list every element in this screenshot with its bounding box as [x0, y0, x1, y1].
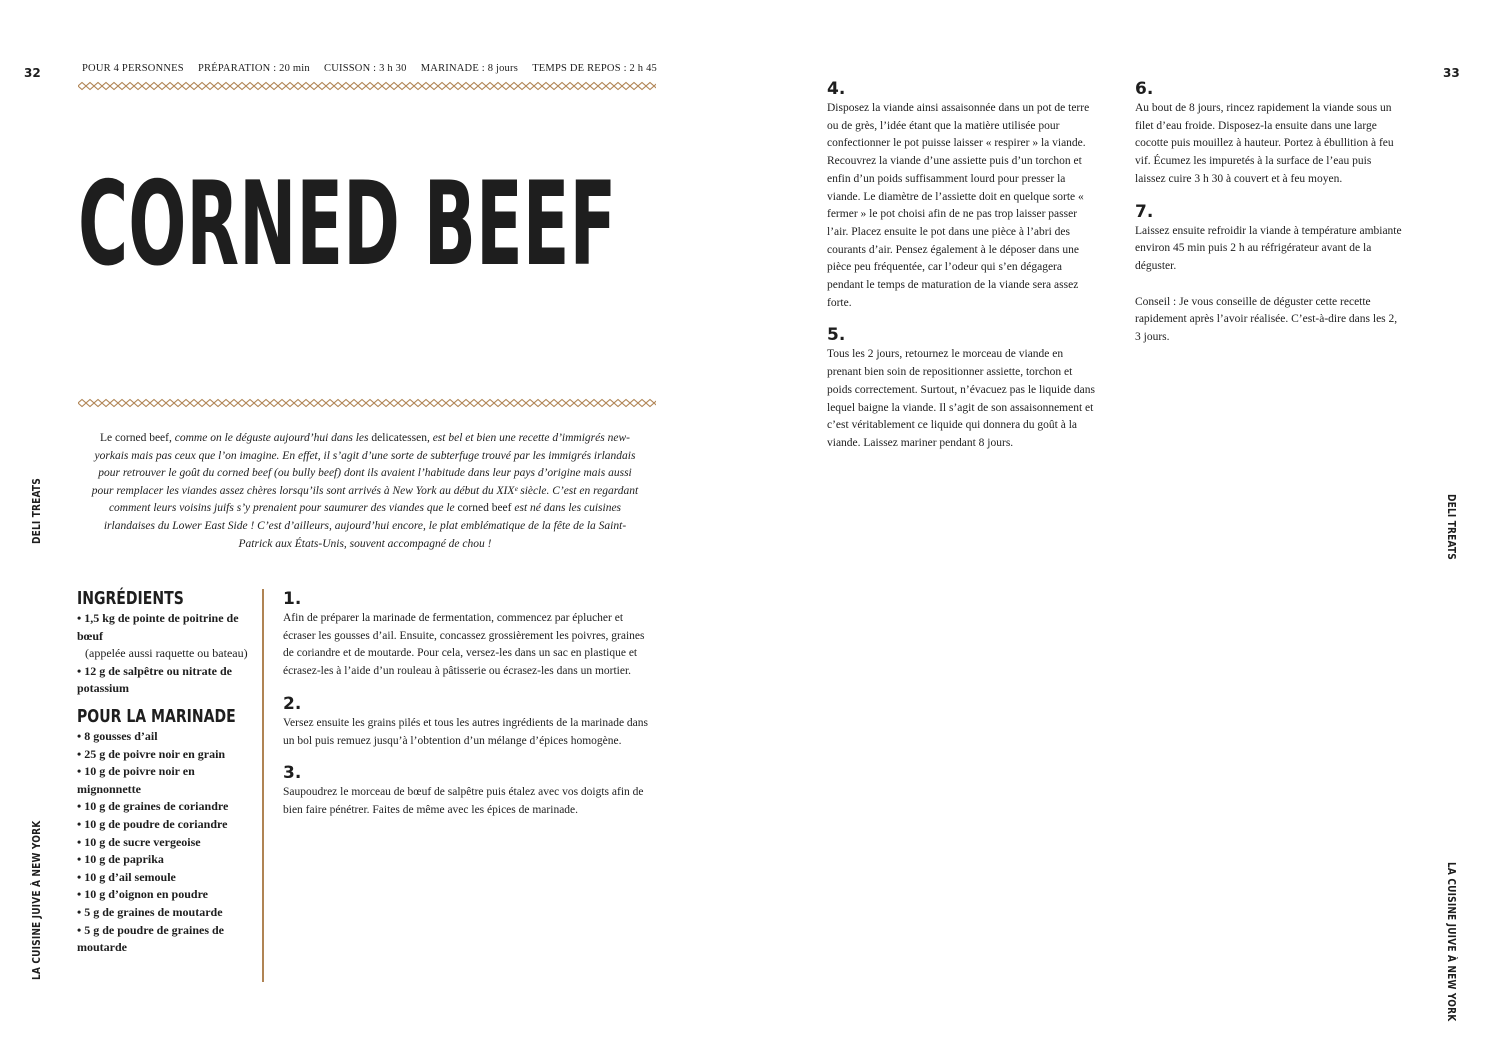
- list-item-note: (appelée aussi raquette ou bateau): [85, 646, 248, 661]
- meta-cook: CUISSON : 3 h 30: [324, 63, 407, 74]
- step: [827, 324, 1095, 452]
- steps-column-right-2: [1135, 78, 1403, 347]
- side-label-deli-treats-left: DELI TREATS: [30, 478, 43, 544]
- list-item: • 10 g de graines de coriandre: [77, 799, 229, 814]
- intro-segment: Le corned beef: [100, 432, 169, 444]
- meta-servings: POUR 4 PERSONNES: [82, 63, 184, 74]
- list-item: • 10 g d’oignon en poudre: [77, 887, 209, 902]
- step: [1135, 201, 1403, 276]
- list-item: • 10 g de paprika: [77, 852, 164, 867]
- step-number: 4.: [827, 79, 846, 99]
- zigzag-divider-icon: [78, 398, 656, 408]
- ingredients-section: [77, 588, 252, 965]
- step-number: 6.: [1135, 79, 1154, 99]
- step-number: 1.: [283, 589, 302, 609]
- list-item: • 10 g de poivre noir en mignonnette: [77, 764, 195, 796]
- step-number: 7.: [1135, 201, 1154, 222]
- intro-paragraph: [90, 430, 640, 553]
- side-label-book-title-left: LA CUISINE JUIVE À NEW YORK: [30, 820, 43, 980]
- ingredients-list: [77, 610, 252, 698]
- step-text: Tous les 2 jours, retournez le morceau de viande en prenant bien soin de repositionner assiette, torchon et poids correctement. Surtout, n’évacuez pas le liquide dans lequel baigne la viande. Il s’agit de son assaisonnement et c’est véritablement ce liquide qui donnera du goût à la viande. Laissez mariner pendant 8 jours.: [827, 348, 1095, 449]
- step-text: Afin de préparer la marinade de fermentation, commencez par éplucher et écraser les gousses d’ail. Ensuite, concassez grossièrement les poivres, graines de coriandre et de moutarde. Pour cela, versez-les dans un sac en plastique et écrasez-les à l’aide d’un rouleau à pâtisserie ou écrasez-les dans un mortier.: [283, 612, 645, 678]
- step-text: Disposez la viande ainsi assaisonnée dans un pot de terre ou de grès, l’idée étant que la matière utilisée pour confectionner le pot puisse laisser « respirer » la viande. Recouvrez la viande d’une assiette puis d’un torchon et enfin d’un poids suffisamment lourd pour presser la viande. Le diamètre de l’assiette doit en quelque sorte « fermer » le pot choisi afin de ne pas trop laisser passer l’air. Placez ensuite le pot dans une pièce à l’abri des courants d’air. Pensez également à le déposer dans une pièce peu fréquentée, car l’odeur qui s’en dégagera pendant le temps de maturation de la viande sera assez forte.: [827, 102, 1090, 309]
- intro-segment: , comme on le déguste aujourd’hui dans les: [169, 432, 372, 444]
- side-label-book-title-right: LA CUISINE JUIVE À NEW YORK: [1445, 862, 1458, 1022]
- ingredients-heading: INGRÉDIENTS: [77, 588, 184, 609]
- intro-segment: , est bel et bien une recette d’immigrés new-yorkais mais pas ceux que l’on imagine. En effet, il s’agit d’une sorte de subterfuge trouvé par les immigrés irlandais pour retrouver le goût du corned beef (ou bully beef) dont ils avaient l’habitude dans leur pays d’origine mais aussi pour remplacer les viandes assez chères lorsqu’ils sont arrivés à New York au début du XIXᵉ siècle. C’est en regardant comment leurs voisins juifs s’y prenaient pour saumurer des viandes que le: [91, 432, 639, 515]
- step-number: 2.: [283, 693, 302, 714]
- meta-rest: TEMPS DE REPOS : 2 h 45: [532, 63, 657, 74]
- steps-column-right-1: [827, 78, 1095, 465]
- marinade-list: [77, 728, 252, 957]
- recipe-meta: [82, 63, 657, 74]
- step: [283, 693, 655, 750]
- step-number: 5.: [827, 325, 846, 346]
- intro-segment: delicatessen: [371, 432, 427, 444]
- page-number-left: 32: [24, 66, 41, 80]
- step: [1135, 78, 1403, 189]
- page-number-right: 33: [1443, 66, 1460, 80]
- marinade-heading: POUR LA MARINADE: [77, 705, 236, 727]
- list-item: • 8 gousses d’ail: [77, 728, 158, 743]
- meta-marinade: MARINADE : 8 jours: [420, 63, 518, 74]
- meta-prep: PRÉPARATION : 20 min: [198, 63, 310, 74]
- page-title: CORNED BEEF: [78, 157, 617, 292]
- list-item: • 5 g de poudre de graines de moutarde: [77, 922, 224, 955]
- list-item: • 5 g de graines de moutarde: [77, 904, 223, 919]
- step: [283, 588, 655, 681]
- column-divider: [262, 589, 264, 982]
- step-text: Saupoudrez le morceau de bœuf de salpêtre puis étalez avec vos doigts afin de bien faire pénétrer. Faites de même avec les épices de marinade.: [283, 786, 644, 816]
- step-text: Laissez ensuite refroidir la viande à température ambiante environ 45 min puis 2 h au réfrigérateur avant de la déguster.: [1135, 224, 1402, 272]
- side-label-deli-treats-right: DELI TREATS: [1445, 494, 1458, 560]
- list-item: • 25 g de poivre noir en grain: [77, 746, 226, 761]
- steps-column-left: [283, 588, 655, 832]
- list-item: • 10 g d’ail semoule: [77, 869, 176, 884]
- step-text: Versez ensuite les grains pilés et tous les autres ingrédients de la marinade dans un bol puis remuez jusqu’à l’obtention d’un mélange d’épices homogène.: [283, 716, 649, 747]
- list-item: • 10 g de poudre de coriandre: [77, 816, 228, 831]
- step-number: 3.: [283, 763, 302, 784]
- list-item: • 12 g de salpêtre ou nitrate de potassium: [77, 663, 232, 696]
- step: [283, 762, 655, 819]
- intro-segment: est né dans les cuisines irlandaises du Lower East Side ! C’est d’ailleurs, aujourd’hui encore, le plat emblématique de la fête de la Saint-Patrick aux États-Unis, souvent accompagné de chou !: [103, 502, 627, 550]
- step: [827, 78, 1095, 312]
- tip-paragraph: Conseil : Je vous conseille de déguster cette recette rapidement après l’avoir réalisée. C’est-à-dire dans les 2, 3 jours.: [1135, 295, 1398, 344]
- intro-segment: corned beef: [457, 502, 512, 515]
- zigzag-divider-icon: [78, 81, 656, 91]
- list-item: • 1,5 kg de pointe de poitrine de bœuf: [77, 611, 239, 643]
- list-item: • 10 g de sucre vergeoise: [77, 834, 201, 849]
- step-text: Au bout de 8 jours, rincez rapidement la viande sous un filet d’eau froide. Disposez-la ensuite dans une large cocotte puis mouillez à hauteur. Portez à ébullition à feu vif. Écumez les impuretés à la surface de l’eau puis laissez cuire 3 h 30 à couvert et à feu moyen.: [1135, 102, 1394, 185]
